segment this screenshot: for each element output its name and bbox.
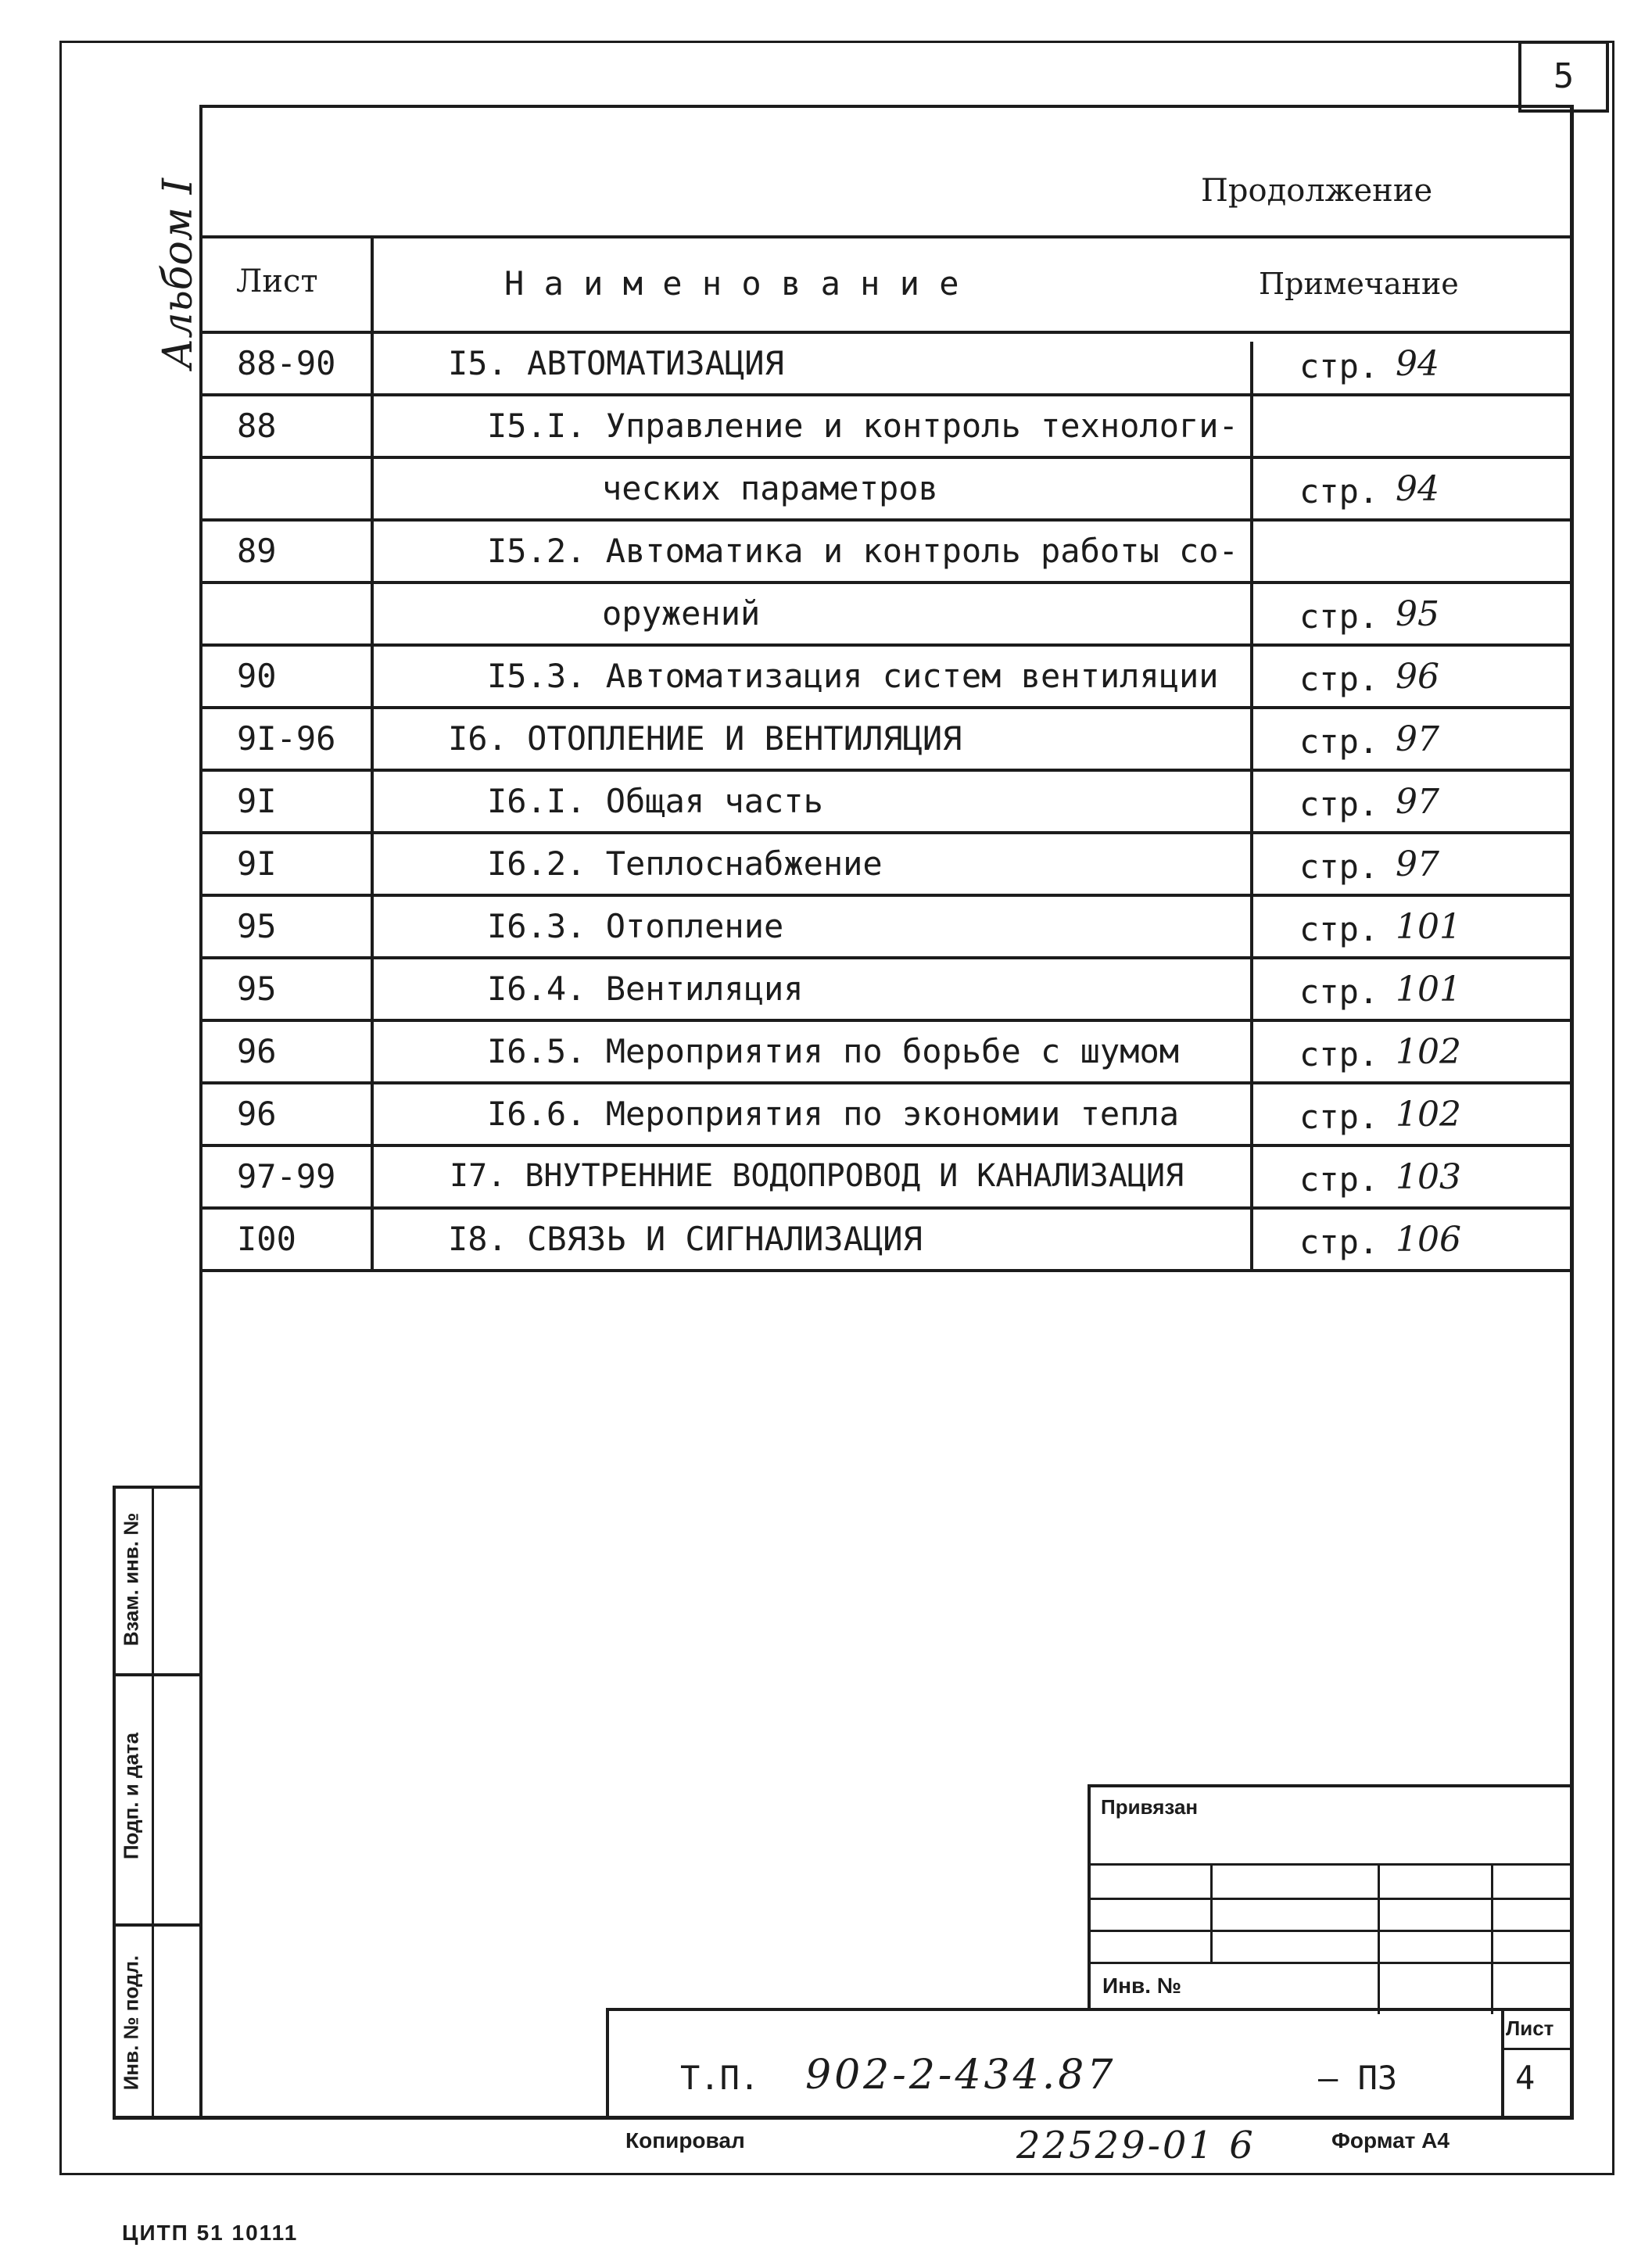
row-sheet: 97-99 (237, 1157, 336, 1196)
order-number: 22529-01 6 (1016, 2124, 1256, 2167)
row-note-prefix: стр. (1299, 660, 1379, 698)
row-note-page: 102 (1396, 1095, 1461, 1135)
table-line (202, 769, 1570, 772)
row-sheet: 96 (237, 1032, 277, 1070)
table-column-divider-sheet (371, 238, 374, 1269)
row-sheet: 88 (237, 407, 277, 445)
table-line (202, 393, 1570, 396)
row-note-prefix: стр. (1299, 910, 1379, 948)
binding-label: Привязан (1101, 1795, 1199, 1819)
outer-frame-left (59, 41, 62, 2175)
row-sheet: 9I-96 (237, 719, 336, 758)
copied-by-label: Копировал (625, 2128, 745, 2153)
row-name: I7. ВНУТРЕННИЕ ВОДОПРОВОД И КАНАЛИЗАЦИЯ (450, 1158, 1184, 1194)
row-sheet: 9I (237, 844, 277, 883)
binding-line (1091, 1962, 1574, 1964)
sheet-number: 5 (1553, 56, 1575, 96)
row-sheet: 90 (237, 657, 277, 695)
document-prefix: Т.П. (680, 2059, 760, 2097)
row-note-prefix: стр. (1299, 1035, 1379, 1074)
row-name: I6.I. Общая часть (487, 782, 823, 820)
row-sheet: 9I (237, 782, 277, 820)
format-label: Формат А4 (1331, 2128, 1450, 2153)
row-name: I6.2. Теплоснабжение (487, 844, 883, 883)
row-name: I6.5. Мероприятия по борьбе с шумом (487, 1032, 1180, 1070)
binding-vline (1210, 1863, 1213, 1962)
row-name: I6.3. Отопление (487, 907, 784, 945)
binding-vline (1491, 1863, 1493, 2014)
document-suffix: – ПЗ (1318, 2059, 1398, 2097)
row-name: I6.4. Вентиляция (487, 970, 804, 1008)
table-line (202, 581, 1570, 584)
row-note-page: 101 (1396, 970, 1461, 1009)
binding-vline (1378, 1863, 1380, 2014)
outer-frame-bottom (59, 2173, 1614, 2175)
row-name: I5.I. Управление и контроль технологи- (487, 407, 1238, 445)
side-stamp-row-divider (116, 1673, 199, 1676)
row-note-page: 97 (1396, 844, 1439, 884)
side-stamp-vzam-label: Взам. инв. № (119, 1512, 143, 1647)
row-sheet: 96 (237, 1095, 277, 1133)
side-stamp-inv-label: Инв. № подл. (119, 1955, 143, 2091)
inner-frame-top (199, 105, 1574, 108)
table-line (202, 831, 1570, 834)
row-note-prefix: стр. (1299, 347, 1379, 385)
row-note-page: 102 (1396, 1032, 1461, 1072)
header-note: Примечание (1259, 267, 1459, 301)
row-note-prefix: стр. (1299, 472, 1379, 511)
album-label: Альбом I (155, 177, 202, 370)
outer-frame-top (59, 41, 1614, 43)
table-line (202, 894, 1570, 897)
row-sheet: 88-90 (237, 344, 336, 382)
row-note-page: 106 (1396, 1220, 1461, 1260)
sheet-label: Лист (1506, 2016, 1554, 2040)
sheet-cell-divider (1501, 2011, 1504, 2120)
table-line (202, 956, 1570, 959)
row-name: I6. ОТОПЛЕНИЕ И ВЕНТИЛЯЦИЯ (448, 719, 962, 758)
table-line (202, 1019, 1570, 1022)
binding-line (1091, 1863, 1574, 1866)
table-line-bottom (202, 1269, 1570, 1272)
continuation-label: Продолжение (1201, 173, 1433, 209)
citp-stamp: ЦИТП 51 10111 (122, 2221, 299, 2245)
row-note-prefix: стр. (1299, 785, 1379, 823)
table-line (202, 456, 1570, 459)
side-stamp-inner-divider (152, 1489, 154, 2117)
row-note-prefix: стр. (1299, 722, 1379, 761)
row-note-prefix: стр. (1299, 1223, 1379, 1261)
sheet-cell-label-divider (1501, 2048, 1574, 2050)
table-line-header-bottom (202, 331, 1570, 334)
document-number: 902-2-434.87 (805, 2052, 1116, 2099)
table-line (202, 706, 1570, 709)
side-stamp-podp-label: Подп. и дата (119, 1732, 143, 1860)
row-note-prefix: стр. (1299, 848, 1379, 886)
table-column-divider-note (1250, 342, 1253, 1269)
binding-line (1091, 1930, 1574, 1932)
row-name: оружений (602, 594, 761, 633)
table-line (202, 1206, 1570, 1210)
row-name: I8. СВЯЗЬ И СИГНАЛИЗАЦИЯ (448, 1220, 923, 1258)
side-stamp-row-divider (116, 1923, 199, 1927)
row-note-page: 101 (1396, 907, 1461, 947)
table-line-header-top (202, 235, 1570, 238)
row-name: ческих параметров (602, 469, 938, 507)
row-name: I5.3. Автоматизация систем вентиляции (487, 657, 1219, 695)
row-note-page: 94 (1396, 469, 1439, 509)
row-note-prefix: стр. (1299, 1160, 1379, 1199)
table-line (202, 1144, 1570, 1147)
row-note-prefix: стр. (1299, 597, 1379, 636)
row-note-page: 95 (1396, 594, 1439, 634)
table-line (202, 1081, 1570, 1084)
table-line (202, 643, 1570, 647)
sheet-number-badge (1518, 41, 1609, 113)
row-name: I5. АВТОМАТИЗАЦИЯ (448, 344, 784, 382)
row-note-page: 97 (1396, 719, 1439, 759)
header-sheet: Лист (236, 263, 318, 299)
row-note-page: 103 (1396, 1157, 1461, 1197)
row-name: I5.2. Автоматика и контроль работы со- (487, 532, 1238, 570)
row-sheet: 89 (237, 532, 277, 570)
row-sheet: 95 (237, 970, 277, 1008)
table-line (202, 518, 1570, 522)
row-sheet: 95 (237, 907, 277, 945)
inventory-number-label: Инв. № (1102, 1973, 1182, 1998)
outer-frame-right (1612, 41, 1614, 2175)
row-note-prefix: стр. (1299, 1098, 1379, 1136)
row-note-page: 96 (1396, 657, 1439, 697)
sheet-value: 4 (1515, 2059, 1536, 2097)
row-note-page: 97 (1396, 782, 1439, 822)
binding-line (1091, 1898, 1574, 1900)
row-sheet: I00 (237, 1220, 296, 1258)
row-note-page: 94 (1396, 344, 1439, 384)
header-name: Н а и м е н о в а н и е (504, 264, 959, 303)
row-name: I6.6. Мероприятия по экономии тепла (487, 1095, 1180, 1133)
row-note-prefix: стр. (1299, 973, 1379, 1011)
